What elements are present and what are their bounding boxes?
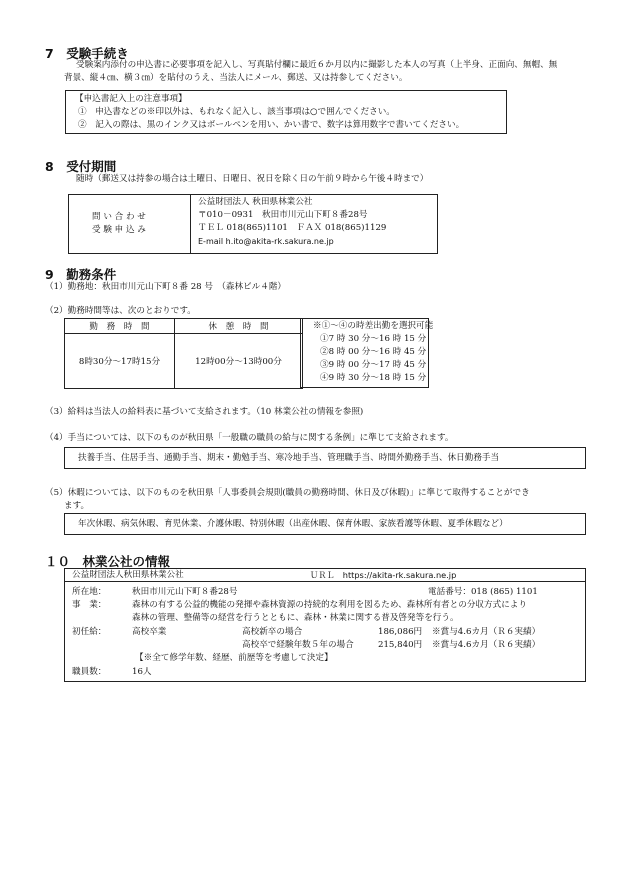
hours-header-break: 休 憩 時 間 (175, 319, 303, 334)
hours-header-work: 勤 務 時 間 (65, 319, 175, 334)
contact-label-2: 受 験 申 込 み (92, 225, 146, 235)
salary-case-2: 高校卒で経験年数５年の場合 (242, 640, 354, 650)
salary-note: （3）給料は当法人の給料表に基づいて支給されます。（10 林業公社の情報を参照) (45, 407, 364, 417)
leaves-list: 年次休暇、病気休暇、育児休業、介護休暇、特別休暇（出産休暇、保育休暇、家族看護等休暇、夏季休暇など） (78, 519, 508, 529)
leave-intro-line2: ます。 (64, 501, 90, 511)
staff-count: 16人 (132, 667, 152, 677)
shift-option-2: ②8 時 00 分～16 時 45 分 (320, 347, 427, 357)
address-value: 秋田市川元山下町８番28号 (132, 587, 238, 597)
section10-title: １０ 林業公社の情報 (45, 554, 171, 569)
salary-bonus-1: ※賞与4.6カ月（Ｒ６実績） (432, 627, 541, 637)
work-location: （1）勤務地：秋田市川元山下町８番 28 号 （森林ビル４階） (45, 282, 287, 292)
section7-paragraph-line2: 背景、縦４㎝、横３㎝）を貼付のうえ、当法人にメール、郵送、又は持参してください。 (64, 73, 408, 83)
salary-note-box: 【※全て修学年数、経歴、前歴等を考慮して決定】 (135, 653, 333, 663)
salary-category: 高校卒業 (132, 627, 167, 637)
shifts-note: ※①～④の時差出勤を選択可能 (313, 321, 434, 331)
section8-title: 8 受付期間 (45, 159, 117, 174)
address-label: 所在地： (72, 587, 107, 597)
hours-table (64, 318, 303, 389)
salary-bonus-2: ※賞与4.6カ月（Ｒ６実績） (432, 640, 541, 650)
contact-label-1: 問 い 合 わ せ (92, 212, 146, 222)
business-label: 事 業： (72, 600, 107, 610)
contact-phone: ＴＥＬ 018(865)1101 ＦＡＸ 018(865)1129 (198, 223, 387, 233)
note-item-1: ① 申込書などの※印以外は、もれなく記入し、該当事項は○で囲んでください。 (78, 107, 395, 117)
work-hours-intro: （2）勤務時間等は、次のとおりです。 (45, 306, 196, 316)
business-line1: 森林の有する公益的機能の発揮や森林資源の持続的な利用を図るため、森林所有者との分収方式により (132, 600, 527, 610)
allowances-intro: （4）手当については、以下のものが秋田県「一般職の職員の給与に関する条例」に準じて支給されます。 (45, 433, 454, 443)
company-info-divider (64, 581, 586, 582)
contact-address: 〒010－0931 秋田市川元山下町８番28号 (198, 210, 368, 220)
company-url[interactable]: ＵＲＬ https://akita-rk.sakura.ne.jp (310, 570, 457, 580)
shift-option-4: ④9 時 30 分～18 時 15 分 (320, 373, 427, 383)
allowances-list: 扶養手当、住居手当、通勤手当、期末・勤勉手当、寒冷地手当、管理職手当、時間外勤務手当、休日勤務手当 (78, 453, 500, 463)
phone-value: 電話番号：018 (865) 1101 (428, 587, 538, 597)
section7-paragraph-line1: 受験案内添付の申込書に必要事項を記入し、写真貼付欄に最近６か月以内に撮影した本人の写真（上半身、正面向、無帽、無 (76, 60, 558, 70)
contact-email[interactable]: E-mail h.ito@akita-rk.sakura.ne.jp (198, 237, 334, 246)
business-line2: 森林の管理、整備等の経営を行うとともに、森林・林業に関する普及啓発等を行う。 (132, 613, 459, 623)
staff-label: 職員数： (72, 667, 107, 677)
hours-work-value: 8時30分～17時15分 (65, 334, 175, 389)
section8-text: 随時（郵送又は持参の場合は土曜日、日曜日、祝日を除く日の午前９時から午後４時まで） (76, 174, 429, 184)
note-item-2: ② 記入の際は、黒のインク又はボールペンを用い、かい書で、数字は算用数字で書いてください。 (78, 120, 465, 130)
contact-divider (190, 194, 191, 254)
salary-case-1: 高校新卒の場合 (242, 627, 303, 637)
salary-amount-2: 215,840円 (378, 640, 423, 650)
contact-org: 公益財団法人 秋田県林業公社 (198, 197, 313, 207)
section7-title: 7 受験手続き (45, 46, 129, 61)
notes-title: 【申込書記入上の注意事項】 (75, 94, 187, 104)
salary-amount-1: 186,086円 (378, 627, 423, 637)
leave-intro-line1: （5）休暇については、以下のものを秋田県「人事委員会規則(職員の勤務時間、休日及び休暇)」に準じて取得することができ (45, 488, 530, 498)
section9-title: 9 勤務条件 (45, 267, 117, 282)
company-name: 公益財団法人秋田県林業公社 (72, 570, 184, 580)
shift-option-3: ③9 時 00 分～17 時 45 分 (320, 360, 427, 370)
shift-option-1: ①7 時 30 分～16 時 15 分 (320, 334, 427, 344)
salary-label: 初任給： (72, 627, 107, 637)
hours-break-value: 12時00分～13時00分 (175, 334, 303, 389)
